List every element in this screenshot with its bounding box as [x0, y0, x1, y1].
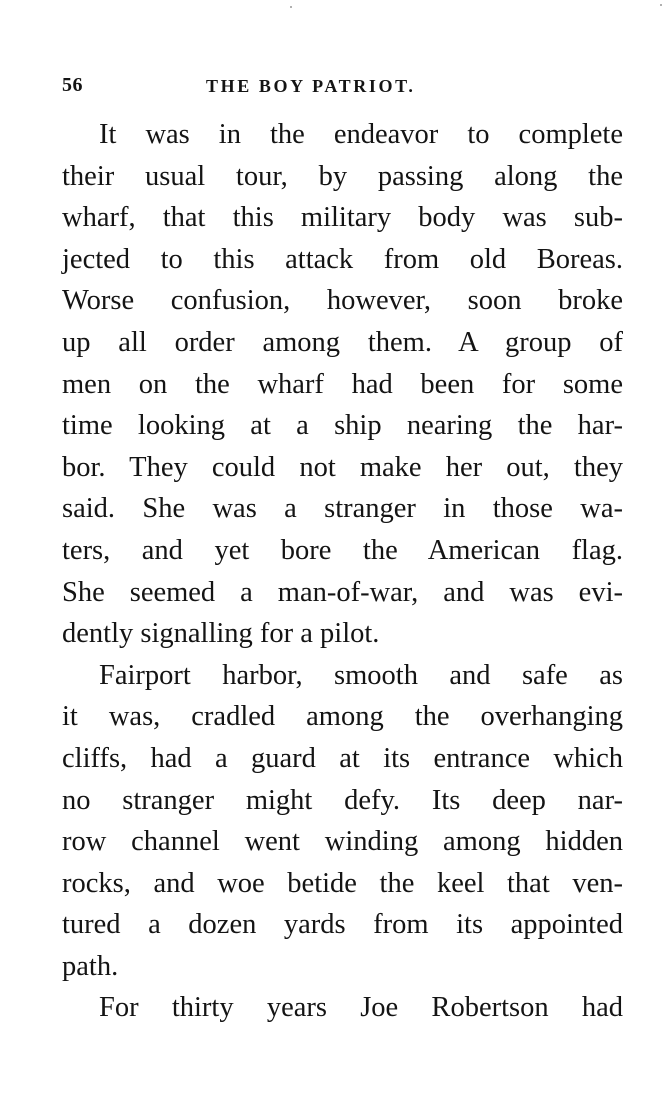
paragraph-1-line-9: bor. They could not make her out, they	[62, 451, 623, 483]
print-speck	[290, 6, 292, 8]
paragraph-2-line-5: row channel went winding among hidden	[62, 826, 623, 858]
paragraph-1-line-8: time looking at a ship nearing the har-	[62, 410, 623, 442]
paragraph-1-line-4: jected to this attack from old Boreas.	[62, 243, 623, 275]
paragraph-1-line-12: She seemed a man-of-war, and was evi-	[62, 576, 623, 608]
paragraph-1-line-5: Worse confusion, however, soon broke	[62, 285, 623, 317]
paragraph-1-line-6: up all order among them. A group of	[62, 326, 623, 358]
paragraph-1-line-13: dently signalling for a pilot.	[62, 618, 380, 650]
paragraph-2-line-6: rocks, and woe betide the keel that ven-	[62, 867, 623, 899]
print-speck	[660, 4, 662, 6]
book-title: THE BOY PATRIOT.	[206, 76, 416, 96]
paragraph-3-line-1: For thirty years Joe Robertson had	[99, 992, 623, 1024]
paragraph-1-line-7: men on the wharf had been for some	[62, 368, 623, 400]
paragraph-1-line-11: ters, and yet bore the American flag.	[62, 534, 623, 566]
paragraph-1-line-3: wharf, that this military body was sub-	[62, 202, 623, 234]
paragraph-1-line-2: their usual tour, by passing along the	[62, 160, 623, 192]
running-head	[62, 74, 622, 100]
paragraph-2-line-8: path.	[62, 950, 119, 982]
paragraph-2-line-1: Fairport harbor, smooth and safe as	[99, 659, 623, 691]
paragraph-1-line-1: It was in the endeavor to complete	[99, 119, 623, 150]
body-text	[62, 114, 623, 1029]
paragraph-2-line-2: it was, cradled among the overhanging	[62, 701, 623, 733]
paragraph-2-line-7: tured a dozen yards from its appointed	[62, 909, 623, 941]
paragraph-2-line-3: cliffs, had a guard at its entrance which	[62, 742, 623, 774]
paragraph-1-line-10: said. She was a stranger in those wa-	[62, 493, 623, 525]
page-number: 56	[62, 74, 83, 96]
paragraph-2-line-4: no stranger might defy. Its deep nar-	[62, 784, 623, 816]
